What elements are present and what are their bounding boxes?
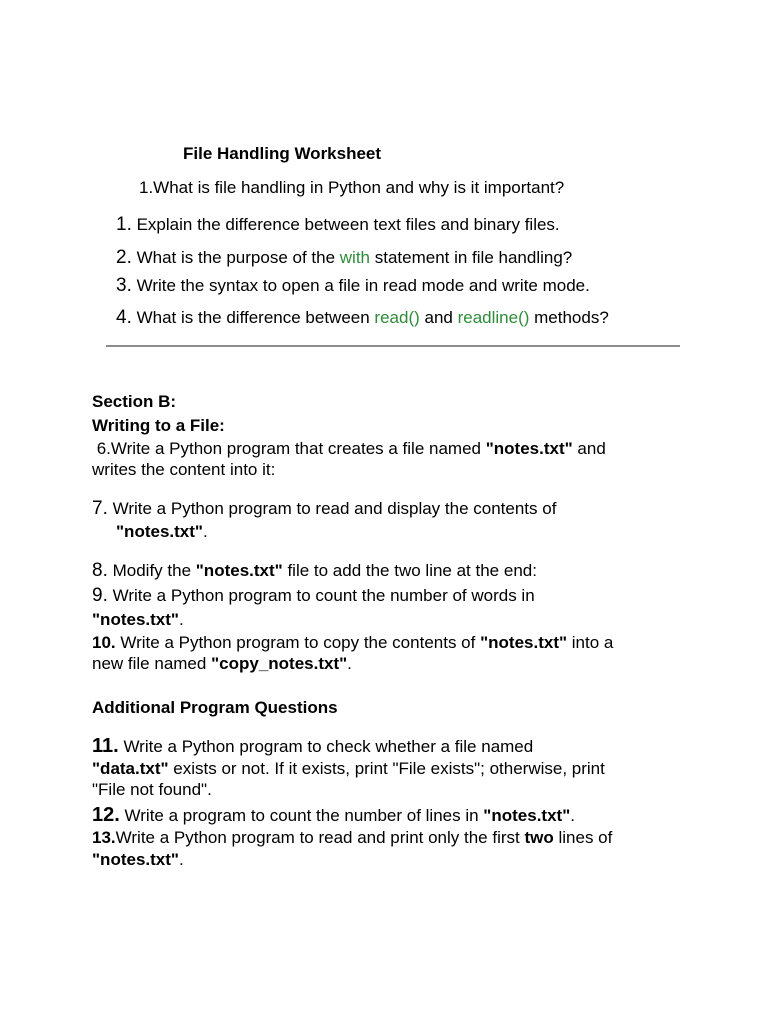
q9-text: Write a Python program to count the number of words in	[112, 586, 535, 605]
q9-number: 9.	[92, 585, 108, 606]
q10-text: new file named	[92, 654, 212, 673]
list-text: methods?	[529, 308, 609, 327]
list-number: 1.	[116, 214, 132, 235]
list-number: 3.	[116, 275, 132, 296]
list-text: What is the purpose of the	[136, 248, 340, 267]
q13-bold-word: two	[524, 828, 554, 847]
q9-filename: "notes.txt"	[92, 610, 179, 629]
question-8	[92, 560, 537, 582]
q11-number: 11.	[92, 735, 119, 757]
question-11-line2	[92, 758, 605, 780]
q10-text: Write a Python program to copy the contents of	[115, 633, 481, 652]
q6-filename: "notes.txt"	[485, 439, 573, 458]
q10-filename: "notes.txt"	[480, 633, 568, 652]
question-9-line1	[92, 585, 535, 607]
q8-text: Modify the	[112, 561, 196, 580]
list-text: and	[419, 308, 458, 327]
list-item	[116, 275, 590, 297]
horizontal-divider	[106, 345, 680, 347]
q13-text: Write a Python program to read and print only the first	[115, 828, 525, 847]
question-9-line2	[92, 609, 184, 631]
code-keyword: read()	[374, 308, 420, 327]
q13-filename: "notes.txt"	[92, 850, 179, 869]
section-b-subheading: Writing to a File:	[92, 416, 225, 435]
list-text: statement in file handling?	[370, 248, 573, 267]
q8-text: file to add the two line at the end:	[282, 561, 537, 580]
question-13-line1	[92, 827, 612, 849]
q7-text: .	[202, 522, 208, 541]
q9-text: .	[178, 610, 184, 629]
q12-text: Write a program to count the number of lines in	[119, 806, 484, 825]
q8-number: 8.	[92, 560, 108, 581]
worksheet-title: File Handling Worksheet	[183, 144, 382, 163]
q13-text: lines of	[553, 828, 613, 847]
q10-filename: "copy_notes.txt"	[211, 654, 348, 673]
question-7-line1	[92, 498, 556, 520]
q10-number: 10.	[92, 633, 116, 652]
list-text: Write the syntax to open a file in read mode and write mode.	[136, 276, 590, 295]
q12-text: .	[570, 806, 575, 825]
question-6-line2: writes the content into it:	[92, 460, 276, 479]
q12-number: 12.	[92, 804, 120, 826]
q7-text: Write a Python program to read and display the contents of	[112, 499, 557, 518]
question-6-line1	[92, 438, 606, 460]
q13-number: 13.	[92, 828, 116, 847]
question-7-line2	[116, 521, 208, 543]
q7-number: 7.	[92, 498, 108, 519]
question-10-line1	[92, 632, 613, 654]
list-text: Explain the difference between text files and binary files.	[136, 215, 560, 234]
list-item	[116, 307, 609, 329]
q6-text: and	[572, 439, 606, 458]
section-b-heading: Section B:	[92, 392, 177, 411]
list-item	[116, 214, 560, 236]
list-number: 2.	[116, 247, 132, 268]
q10-text: into a	[567, 633, 614, 652]
q8-filename: "notes.txt"	[195, 561, 283, 580]
question-11-line1	[92, 735, 533, 758]
q10-text: .	[347, 654, 352, 673]
list-item	[116, 247, 572, 269]
q11-text: Write a Python program to check whether a file named	[123, 737, 534, 756]
question-10-line2	[92, 653, 352, 675]
q11-text: exists or not. If it exists, print "File exists"; otherwise, print	[168, 759, 605, 778]
additional-heading: Additional Program Questions	[92, 698, 338, 717]
question-11-line3: "File not found".	[92, 780, 212, 799]
code-keyword: with	[339, 248, 370, 267]
q6-text: 6.Write a Python program that creates a file named	[92, 439, 486, 458]
list-text: What is the difference between	[136, 308, 375, 327]
q12-filename: "notes.txt"	[483, 806, 571, 825]
list-number: 4.	[116, 307, 132, 328]
q13-text: .	[178, 850, 184, 869]
q11-filename: "data.txt"	[92, 759, 169, 778]
question-1: 1.What is file handling in Python and why is it important?	[139, 178, 565, 197]
q7-filename: "notes.txt"	[116, 522, 203, 541]
question-13-line2	[92, 849, 184, 871]
question-12	[92, 804, 575, 827]
code-keyword: readline()	[457, 308, 530, 327]
